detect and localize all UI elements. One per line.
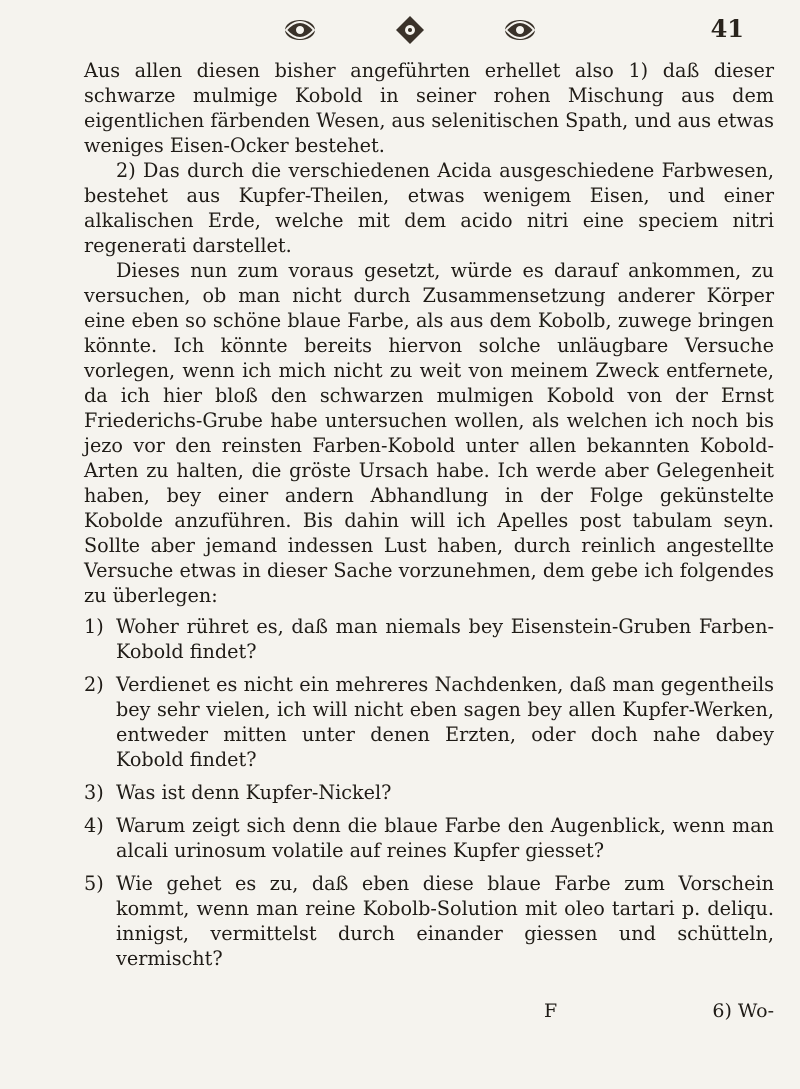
body-text	[84, 58, 774, 979]
question-number: 1)	[84, 615, 104, 638]
question-number: 5)	[84, 872, 104, 895]
list-item	[84, 614, 774, 664]
list-item	[84, 871, 774, 971]
question-number: 2)	[84, 673, 104, 696]
signature-mark: F	[544, 1000, 558, 1022]
page-footer	[84, 1000, 774, 1028]
list-item	[84, 813, 774, 863]
page-header	[280, 10, 540, 50]
question-number: 3)	[84, 781, 104, 804]
question-text: Verdienet es nicht ein mehreres Nachdenken, daß man gegentheils bey sehr vielen, ich will nicht eben sagen bey allen Kupfer-Werken, entweder mitten unter denen Erzten, oder doch nahe dabey Kobold findet?	[116, 673, 774, 771]
question-text: Woher rühret es, daß man niemals bey Eisenstein-Gruben Farben-Kobold findet?	[116, 615, 774, 663]
question-text: Wie gehet es zu, daß eben diese blaue Farbe zum Vorschein kommt, wenn man reine Kobolb-Solution mit oleo tartari p. deliqu. innigst, vermittelst durch einander giessen und schütteln, vermischt?	[116, 872, 774, 970]
list-item	[84, 672, 774, 772]
list-item	[84, 780, 774, 805]
paragraph: 2) Das durch die verschiedenen Acida ausgeschiedene Farbwesen, bestehet aus Kupfer-Theilen, etwas wenigem Eisen, und einer alkalischen Erde, welche mit dem acido nitri eine speciem nitri regenerati darstellet.	[84, 159, 774, 257]
ornament-icon	[390, 14, 430, 46]
paragraph: Dieses nun zum voraus gesetzt, würde es darauf ankommen, zu versuchen, ob man nicht durch Zusammensetzung anderer Körper eine eben so schöne blaue Farbe, als aus dem Kobolb, zuwege bringen könnte. Ich könnte bereits hiervon solche unläugbare Versuche vorlegen, wenn ich mich nicht zu weit von meinem Zweck entfernete, da ich hier bloß den schwarzen mulmigen Kobold von der Ernst Friederichs-Grube habe untersuchen wollen, als welchen ich noch bis jezo vor den reinsten Farben-Kobold unter allen bekannten Kobold-Arten zu halten, die gröste Ursach habe. Ich werde aber Gelegenheit haben, bey einer andern Abhandlung in der Folge gekünstelte Kobolde anzuführen. Bis dahin will ich Apelles post tabulam seyn. Sollte aber jemand indessen Lust haben, durch reinlich angestellte Versuche etwas in dieser Sache vorzunehmen, dem gebe ich folgendes zu überlegen:	[84, 259, 774, 607]
question-text: Was ist denn Kupfer-Nickel?	[116, 781, 392, 804]
question-list	[84, 614, 774, 971]
question-number: 4)	[84, 814, 104, 837]
ornament-icon	[500, 14, 540, 46]
ornament-icon	[280, 14, 320, 46]
question-text: Warum zeigt sich denn die blaue Farbe den Augenblick, wenn man alcali urinosum volatile auf reines Kupfer giesset?	[116, 814, 774, 862]
catchword: 6) Wo-	[712, 1000, 774, 1022]
paragraph: Aus allen diesen bisher angeführten erhellet also 1) daß dieser schwarze mulmige Kobold in seiner rohen Mischung aus dem eigentlichen färbenden Wesen, aus selenitischen Spath, und aus etwas weniges Eisen-Ocker bestehet.	[84, 59, 774, 157]
page-number: 41	[710, 14, 744, 43]
